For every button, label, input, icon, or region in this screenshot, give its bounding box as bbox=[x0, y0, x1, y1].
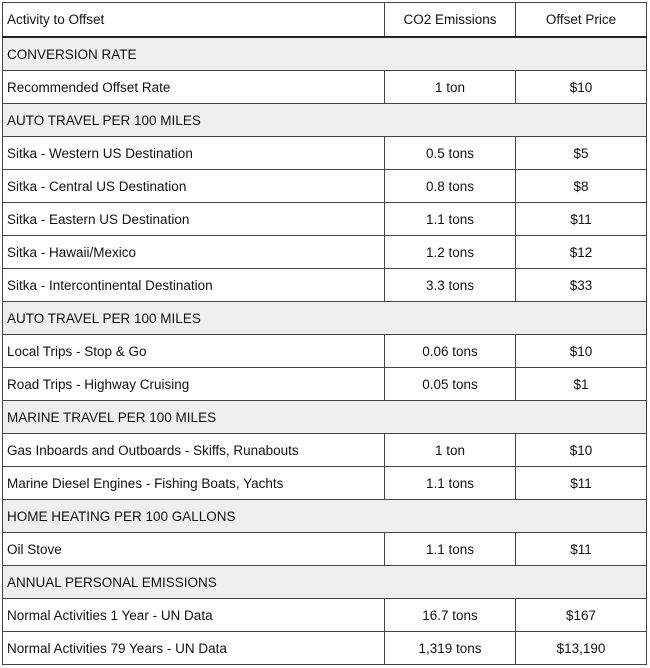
section-row bbox=[3, 302, 647, 335]
emissions-cell: 3.3 tons bbox=[385, 269, 516, 302]
table-row bbox=[3, 335, 647, 368]
emissions-cell: 0.8 tons bbox=[385, 170, 516, 203]
table-row bbox=[3, 434, 647, 467]
section-label: AUTO TRAVEL PER 100 MILES bbox=[3, 302, 647, 335]
activity-cell: Marine Diesel Engines - Fishing Boats, Yachts bbox=[3, 467, 385, 500]
price-cell: $10 bbox=[516, 71, 647, 104]
section-row bbox=[3, 566, 647, 599]
activity-cell: Normal Activities 1 Year - UN Data bbox=[3, 599, 385, 632]
offset-table bbox=[2, 2, 647, 665]
activity-cell: Gas Inboards and Outboards - Skiffs, Runabouts bbox=[3, 434, 385, 467]
section-label: CONVERSION RATE bbox=[3, 37, 647, 71]
emissions-cell: 1 ton bbox=[385, 434, 516, 467]
price-cell: $11 bbox=[516, 203, 647, 236]
header-emissions: CO2 Emissions bbox=[385, 3, 516, 38]
section-label: MARINE TRAVEL PER 100 MILES bbox=[3, 401, 647, 434]
activity-cell: Sitka - Hawaii/Mexico bbox=[3, 236, 385, 269]
emissions-cell: 0.5 tons bbox=[385, 137, 516, 170]
emissions-cell: 1.1 tons bbox=[385, 533, 516, 566]
header-price: Offset Price bbox=[516, 3, 647, 38]
activity-cell: Sitka - Central US Destination bbox=[3, 170, 385, 203]
section-label: AUTO TRAVEL PER 100 MILES bbox=[3, 104, 647, 137]
table-row bbox=[3, 236, 647, 269]
activity-cell: Local Trips - Stop & Go bbox=[3, 335, 385, 368]
table-row bbox=[3, 71, 647, 104]
emissions-cell: 1,319 tons bbox=[385, 632, 516, 665]
table-row bbox=[3, 203, 647, 236]
activity-cell: Oil Stove bbox=[3, 533, 385, 566]
emissions-cell: 16.7 tons bbox=[385, 599, 516, 632]
price-cell: $10 bbox=[516, 335, 647, 368]
section-row bbox=[3, 500, 647, 533]
price-cell: $167 bbox=[516, 599, 647, 632]
table-row bbox=[3, 269, 647, 302]
emissions-cell: 1 ton bbox=[385, 71, 516, 104]
table-body bbox=[3, 37, 647, 665]
price-cell: $11 bbox=[516, 467, 647, 500]
activity-cell: Recommended Offset Rate bbox=[3, 71, 385, 104]
emissions-cell: 1.2 tons bbox=[385, 236, 516, 269]
table-row bbox=[3, 368, 647, 401]
emissions-cell: 1.1 tons bbox=[385, 203, 516, 236]
section-label: ANNUAL PERSONAL EMISSIONS bbox=[3, 566, 647, 599]
price-cell: $5 bbox=[516, 137, 647, 170]
price-cell: $13,190 bbox=[516, 632, 647, 665]
activity-cell: Sitka - Intercontinental Destination bbox=[3, 269, 385, 302]
table-header-row bbox=[3, 3, 647, 38]
emissions-cell: 1.1 tons bbox=[385, 467, 516, 500]
activity-cell: Road Trips - Highway Cruising bbox=[3, 368, 385, 401]
table-row bbox=[3, 170, 647, 203]
activity-cell: Sitka - Western US Destination bbox=[3, 137, 385, 170]
table-row bbox=[3, 632, 647, 665]
activity-cell: Sitka - Eastern US Destination bbox=[3, 203, 385, 236]
table-row bbox=[3, 467, 647, 500]
section-label: HOME HEATING PER 100 GALLONS bbox=[3, 500, 647, 533]
price-cell: $10 bbox=[516, 434, 647, 467]
emissions-cell: 0.05 tons bbox=[385, 368, 516, 401]
price-cell: $1 bbox=[516, 368, 647, 401]
table-row bbox=[3, 599, 647, 632]
header-activity: Activity to Offset bbox=[3, 3, 385, 38]
price-cell: $33 bbox=[516, 269, 647, 302]
price-cell: $8 bbox=[516, 170, 647, 203]
emissions-cell: 0.06 tons bbox=[385, 335, 516, 368]
price-cell: $12 bbox=[516, 236, 647, 269]
activity-cell: Normal Activities 79 Years - UN Data bbox=[3, 632, 385, 665]
table-row bbox=[3, 137, 647, 170]
section-row bbox=[3, 104, 647, 137]
section-row bbox=[3, 37, 647, 71]
table-row bbox=[3, 533, 647, 566]
price-cell: $11 bbox=[516, 533, 647, 566]
section-row bbox=[3, 401, 647, 434]
